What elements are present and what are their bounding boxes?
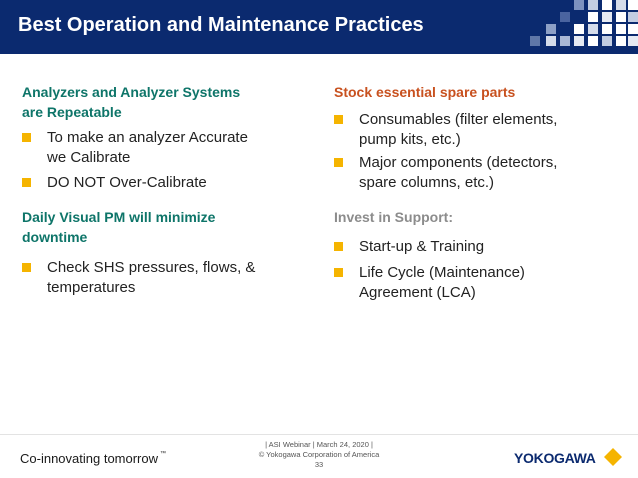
- right-bullet-2-line-1: Major components (detectors,: [359, 154, 558, 171]
- yokogawa-logo: YOKOGAWA: [514, 450, 596, 466]
- bullet-square-icon: [334, 115, 343, 124]
- footer-divider: [0, 434, 638, 435]
- bullet-square-icon: [334, 158, 343, 167]
- left-heading-2-line-1: Daily Visual PM will minimize: [22, 209, 216, 225]
- left-heading-1: [22, 82, 240, 122]
- right-heading-1-line-1: Stock essential spare parts: [334, 84, 516, 100]
- left-bullet-1-text: [47, 128, 248, 168]
- bullet-square-icon: [334, 242, 343, 251]
- right-bullet-3-text: [359, 237, 484, 257]
- left-heading-2: [22, 207, 215, 247]
- left-bullet-2-line-1: DO NOT Over-Calibrate: [47, 174, 207, 191]
- left-heading-1-line-1: Analyzers and Analyzer Systems: [22, 84, 241, 100]
- left-heading-2-line-2: downtime: [22, 229, 88, 245]
- bullet-square-icon: [22, 178, 31, 187]
- right-heading-2-line-1: Invest in Support:: [334, 209, 453, 225]
- right-bullet-1-text: [359, 110, 557, 150]
- left-bullet-1-line-1: To make an analyzer Accurate: [47, 129, 248, 146]
- footer-info: [242, 440, 396, 470]
- right-heading-2: [334, 207, 453, 227]
- logo-diamond-icon: [604, 448, 622, 466]
- footer-tagline: [20, 451, 166, 466]
- right-bullet-4-line-1: Life Cycle (Maintenance): [359, 264, 525, 281]
- right-heading-1: [334, 82, 515, 102]
- bullet-square-icon: [334, 268, 343, 277]
- left-bullet-2-text: [47, 173, 207, 193]
- trademark-mark: ™: [160, 451, 167, 457]
- right-bullet-1-line-1: Consumables (filter elements,: [359, 111, 558, 128]
- footer-copyright: © Yokogawa Corporation of America: [258, 450, 380, 459]
- right-bullet-3-line-1: Start-up & Training: [359, 238, 485, 255]
- tagline-text: Co-innovating tomorrow: [20, 451, 159, 466]
- right-bullet-2-text: [359, 153, 557, 193]
- left-bullet-3-line-1: Check SHS pressures, flows, &: [47, 259, 256, 276]
- right-bullet-4-line-2: Agreement (LCA): [359, 284, 476, 301]
- bullet-square-icon: [22, 263, 31, 272]
- bullet-square-icon: [22, 133, 31, 142]
- left-bullet-1-line-2: we Calibrate: [47, 149, 131, 166]
- left-heading-1-line-2: are Repeatable: [22, 104, 122, 120]
- left-bullet-3-line-2: temperatures: [47, 279, 136, 296]
- page-number: 33: [314, 460, 324, 469]
- footer-event: | ASI Webinar | March 24, 2020 |: [265, 440, 373, 449]
- right-bullet-1-line-2: pump kits, etc.): [359, 131, 461, 148]
- left-bullet-3-text: [47, 258, 255, 298]
- right-bullet-4-text: [359, 263, 525, 303]
- slide-title: Best Operation and Maintenance Practices: [18, 14, 424, 36]
- right-bullet-2-line-2: spare columns, etc.): [359, 174, 495, 191]
